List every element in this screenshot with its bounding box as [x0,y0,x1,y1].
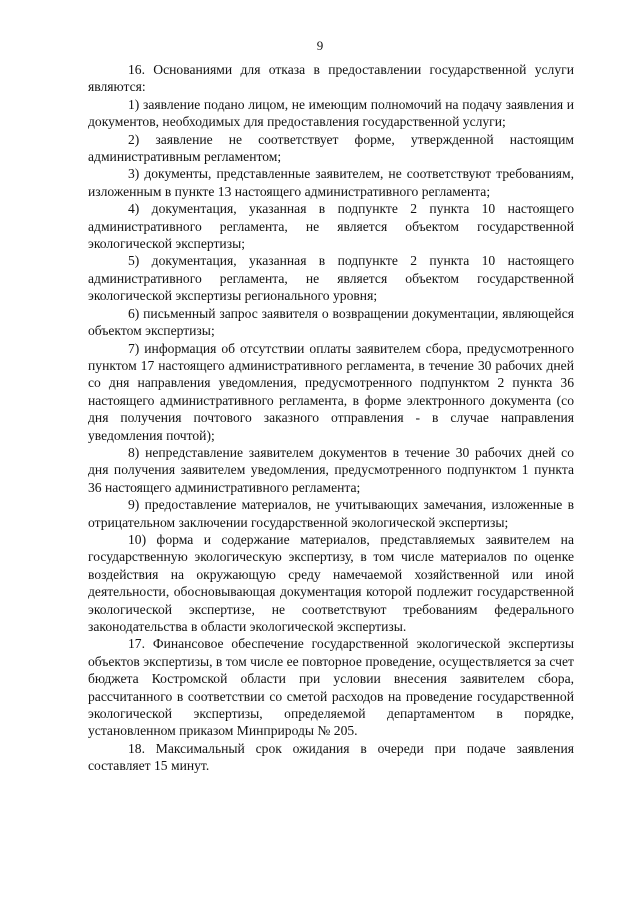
paragraph-16-item-10: 10) форма и содержание материалов, представляемых заявителем на государственную экологическую экспертизу, в том числе материалов по оценке воздействия на окружающую среду намечаемой хозяйственной или иной деятельности, обосновывающая документация которой подлежит государственной экологической экспертизе, не соответствуют требованиям федерального законодательства в области экологической экспертизы. [88,531,574,634]
paragraph-18: 18. Максимальный срок ожидания в очереди при подаче заявления составляет 15 минут. [88,740,574,774]
paragraph-16-item-4: 4) документация, указанная в подпункте 2 пункта 10 настоящего административного регламента, не является объектом государственной экологической экспертизы; [88,201,574,252]
paragraph-16-item-1: 1) заявление подано лицом, не имеющим полномочий на подачу заявления и документов, необходимых для предоставления государственной услуги; [88,96,574,130]
document-body [88,61,574,775]
paragraph-16-item-5: 5) документация, указанная в подпункте 2 пункта 10 настоящего административного регламента, не является объектом государственной экологической экспертизы регионального уровня; [88,253,574,304]
page-number: 9 [316,38,324,53]
paragraph-16-item-2: 2) заявление не соответствует форме, утвержденной настоящим административным регламентом; [88,131,574,165]
paragraph-16-item-8: 8) непредставление заявителем документов в течение 30 рабочих дней со дня получения заявителем уведомления, предусмотренного подпунктом 1 пункта 36 настоящего административного регламента; [88,444,574,495]
paragraph-16-item-9: 9) предоставление материалов, не учитывающих замечания, изложенные в отрицательном заключении государственной экологической экспертизы; [88,497,574,530]
paragraph-16-item-6: 6) письменный запрос заявителя о возвращении документации, являющейся объектом экспертизы; [88,305,574,339]
paragraph-16-item-3: 3) документы, представленные заявителем, не соответствуют требованиям, изложенным в пункте 13 настоящего административного регламента; [88,166,574,199]
paragraph-17: 17. Финансовое обеспечение государственной экологической экспертизы объектов экспертизы, в том числе ее повторное проведение, осуществляется за счет бюджета Костромской области при условии внесения заявителем сбора, рассчитанного в соответствии со сметой расходов на проведение государственной экологической экспертизы, определяемой департаментом в порядке, установленном приказом Минприроды № 205. [88,636,574,739]
paragraph-16-item-7: 7) информация об отсутствии оплаты заявителем сбора, предусмотренного пунктом 17 настоящего административного регламента, в течение 30 рабочих дней со дня направления уведомления, предусмотренного подпунктом 2 пункта 36 настоящего административного регламента, в форме электронного документа (со дня получения почтового заказного отправления - в случае направления уведомления почтой); [88,340,574,443]
paragraph-16-heading: 16. Основаниями для отказа в предоставлении государственной услуги являются: [88,62,574,95]
